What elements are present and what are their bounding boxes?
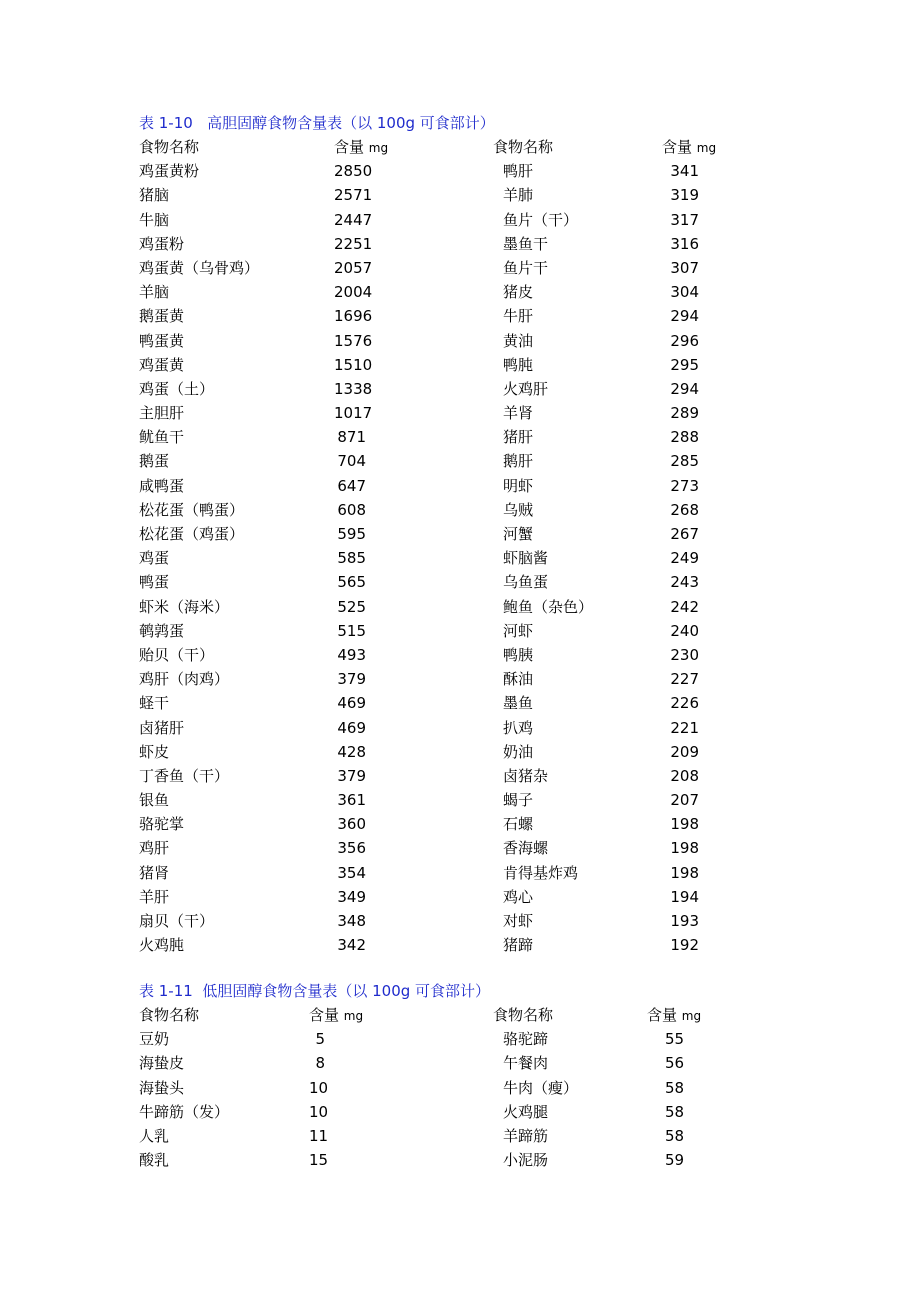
amount-cell: 8 xyxy=(315,1054,325,1073)
table-row xyxy=(139,425,859,449)
food-name-cell: 鸭肝 xyxy=(503,162,534,181)
food-name-cell: 午餐肉 xyxy=(503,1054,549,1073)
table-caption: 表 1-11 低胆固醇食物含量表（以 100g 可食部计） xyxy=(139,982,491,1000)
food-name-cell: 香海螺 xyxy=(503,839,549,858)
food-name-cell: 海蛰头 xyxy=(139,1078,185,1097)
table-row xyxy=(139,1100,859,1124)
food-name-cell: 海蛰皮 xyxy=(139,1054,185,1073)
amount-cell: 295 xyxy=(670,355,699,374)
food-name-cell: 骆驼蹄 xyxy=(503,1030,549,1049)
amount-cell: 319 xyxy=(670,186,699,205)
header-food-name: 食物名称 xyxy=(139,1006,200,1024)
table-row xyxy=(139,522,859,546)
table-row xyxy=(139,377,859,401)
amount-cell: 194 xyxy=(670,887,699,906)
amount-cell: 288 xyxy=(670,428,699,447)
amount-cell: 525 xyxy=(337,597,366,616)
amount-cell: 273 xyxy=(670,476,699,495)
food-name-cell: 蝎子 xyxy=(503,791,534,810)
amount-cell: 221 xyxy=(670,718,699,737)
food-name-cell: 鸭蛋 xyxy=(139,573,170,592)
amount-cell: 294 xyxy=(670,379,699,398)
table-row xyxy=(139,232,859,256)
table-row xyxy=(139,449,859,473)
food-name-cell: 火鸡肫 xyxy=(139,936,185,955)
amount-cell: 209 xyxy=(670,742,699,761)
amount-cell: 243 xyxy=(670,573,699,592)
food-name-cell: 鹅蛋黄 xyxy=(139,307,185,326)
amount-cell: 469 xyxy=(337,718,366,737)
food-name-cell: 鹅蛋 xyxy=(139,452,170,471)
table-row xyxy=(139,812,859,836)
food-name-cell: 卤猪杂 xyxy=(503,766,549,785)
amount-cell: 249 xyxy=(670,549,699,568)
amount-cell: 2251 xyxy=(334,234,373,253)
amount-cell: 198 xyxy=(670,839,699,858)
food-name-cell: 鸡蛋黄粉 xyxy=(139,162,200,181)
table-row xyxy=(139,304,859,328)
food-name-cell: 鱿鱼干 xyxy=(139,428,185,447)
table-row xyxy=(139,643,859,667)
table-row xyxy=(139,1051,859,1075)
food-name-cell: 羊肾 xyxy=(503,404,534,423)
table-row xyxy=(139,1076,859,1100)
food-name-cell: 乌鱼蛋 xyxy=(503,573,549,592)
table-header-row xyxy=(139,135,859,159)
amount-cell: 1338 xyxy=(334,379,373,398)
food-name-cell: 鱼片（干） xyxy=(503,210,579,229)
header-amount: 含量 mg xyxy=(647,1006,702,1024)
amount-cell: 342 xyxy=(337,936,366,955)
amount-cell: 515 xyxy=(337,621,366,640)
table-row xyxy=(139,183,859,207)
food-name-cell: 丁香鱼（干） xyxy=(139,766,230,785)
food-name-cell: 羊蹄筋 xyxy=(503,1126,549,1145)
amount-cell: 296 xyxy=(670,331,699,350)
amount-cell: 15 xyxy=(309,1151,329,1170)
table-row xyxy=(139,885,859,909)
table-row xyxy=(139,1124,859,1148)
amount-cell: 2850 xyxy=(334,162,373,181)
food-name-cell: 墨鱼干 xyxy=(503,234,549,253)
amount-cell: 5 xyxy=(315,1030,325,1049)
amount-cell: 2447 xyxy=(334,210,373,229)
amount-cell: 1510 xyxy=(334,355,373,374)
food-name-cell: 牛肝 xyxy=(503,307,534,326)
amount-cell: 1576 xyxy=(334,331,373,350)
food-name-cell: 牛肉（瘦） xyxy=(503,1078,579,1097)
food-name-cell: 豆奶 xyxy=(139,1030,170,1049)
amount-cell: 1696 xyxy=(334,307,373,326)
header-food-name: 食物名称 xyxy=(493,1006,554,1024)
table-caption: 表 1-10 高胆固醇食物含量表（以 100g 可食部计） xyxy=(139,114,495,132)
food-name-cell: 人乳 xyxy=(139,1126,170,1145)
header-amount: 含量 mg xyxy=(334,138,389,156)
amount-cell: 2004 xyxy=(334,283,373,302)
table-row xyxy=(139,836,859,860)
amount-cell: 348 xyxy=(337,912,366,930)
table-row xyxy=(139,764,859,788)
food-name-cell: 扇贝（干） xyxy=(139,912,215,930)
food-name-cell: 鱼片干 xyxy=(503,258,549,277)
food-name-cell: 火鸡腿 xyxy=(503,1102,549,1121)
food-name-cell: 鸡蛋黄 xyxy=(139,355,185,374)
table-row xyxy=(139,208,859,232)
header-amount: 含量 mg xyxy=(662,138,717,156)
food-name-cell: 松花蛋（鸡蛋） xyxy=(139,525,245,543)
food-name-cell: 酥油 xyxy=(503,670,534,689)
food-name-cell: 虾皮 xyxy=(139,742,170,761)
food-name-cell: 对虾 xyxy=(503,912,534,930)
food-name-cell: 鸭肫 xyxy=(503,355,534,374)
amount-cell: 58 xyxy=(665,1126,685,1145)
food-name-cell: 火鸡肝 xyxy=(503,379,549,398)
amount-cell: 242 xyxy=(670,597,699,616)
amount-cell: 294 xyxy=(670,307,699,326)
amount-cell: 11 xyxy=(309,1126,329,1145)
food-name-cell: 鸡肝（肉鸡） xyxy=(139,670,230,689)
table-row xyxy=(139,933,859,957)
food-name-cell: 咸鸭蛋 xyxy=(139,476,185,495)
food-name-cell: 猪肾 xyxy=(139,863,170,882)
food-name-cell: 鸡蛋黄（乌骨鸡） xyxy=(139,258,260,277)
amount-cell: 10 xyxy=(309,1078,329,1097)
table-row xyxy=(139,353,859,377)
amount-cell: 207 xyxy=(670,791,699,810)
amount-cell: 2571 xyxy=(334,186,373,205)
food-name-cell: 小泥肠 xyxy=(503,1151,549,1170)
food-name-cell: 羊肺 xyxy=(503,186,534,205)
amount-cell: 58 xyxy=(665,1102,685,1121)
food-name-cell: 墨鱼 xyxy=(503,694,534,713)
amount-cell: 585 xyxy=(337,549,366,568)
amount-cell: 2057 xyxy=(334,258,373,277)
amount-cell: 356 xyxy=(337,839,366,858)
food-name-cell: 羊肝 xyxy=(139,887,170,906)
table-row xyxy=(139,909,859,933)
table-row xyxy=(139,256,859,280)
food-name-cell: 猪皮 xyxy=(503,283,534,302)
amount-cell: 379 xyxy=(337,670,366,689)
amount-cell: 289 xyxy=(670,404,699,423)
amount-cell: 341 xyxy=(670,162,699,181)
table-row xyxy=(139,1027,859,1051)
food-name-cell: 虾脑酱 xyxy=(503,549,549,568)
table-row xyxy=(139,570,859,594)
amount-cell: 56 xyxy=(665,1054,685,1073)
food-name-cell: 银鱼 xyxy=(139,791,170,810)
amount-cell: 267 xyxy=(670,525,699,543)
food-name-cell: 鹌鹑蛋 xyxy=(139,621,185,640)
amount-cell: 354 xyxy=(337,863,366,882)
amount-cell: 304 xyxy=(670,283,699,302)
food-name-cell: 松花蛋（鸭蛋） xyxy=(139,500,245,519)
amount-cell: 268 xyxy=(670,500,699,519)
amount-cell: 1017 xyxy=(334,404,373,423)
food-name-cell: 鹅肝 xyxy=(503,452,534,471)
amount-cell: 285 xyxy=(670,452,699,471)
table-row xyxy=(139,595,859,619)
food-name-cell: 酸乳 xyxy=(139,1151,170,1170)
food-name-cell: 卤猪肝 xyxy=(139,718,185,737)
amount-cell: 198 xyxy=(670,863,699,882)
food-name-cell: 河蟹 xyxy=(503,525,534,543)
table-row xyxy=(139,498,859,522)
food-name-cell: 鸡蛋 xyxy=(139,549,170,568)
food-name-cell: 贻贝（干） xyxy=(139,645,215,664)
amount-cell: 360 xyxy=(337,815,366,834)
amount-cell: 192 xyxy=(670,936,699,955)
amount-cell: 227 xyxy=(670,670,699,689)
amount-cell: 871 xyxy=(337,428,366,447)
amount-cell: 595 xyxy=(337,525,366,543)
table-header-row xyxy=(139,1003,859,1027)
high-cholesterol-table xyxy=(139,111,859,957)
amount-cell: 55 xyxy=(665,1030,685,1049)
food-name-cell: 主胆肝 xyxy=(139,404,185,423)
food-name-cell: 鸡肝 xyxy=(139,839,170,858)
amount-cell: 208 xyxy=(670,766,699,785)
amount-cell: 59 xyxy=(665,1151,685,1170)
table-row xyxy=(139,788,859,812)
table-row xyxy=(139,329,859,353)
amount-cell: 493 xyxy=(337,645,366,664)
table-row xyxy=(139,1148,859,1172)
food-name-cell: 鸭蛋黄 xyxy=(139,331,185,350)
food-name-cell: 明虾 xyxy=(503,476,534,495)
header-food-name: 食物名称 xyxy=(139,138,200,156)
food-name-cell: 鲍鱼（杂色） xyxy=(503,597,594,616)
amount-cell: 608 xyxy=(337,500,366,519)
table-row xyxy=(139,861,859,885)
header-food-name: 食物名称 xyxy=(493,138,554,156)
amount-cell: 349 xyxy=(337,887,366,906)
food-name-cell: 牛脑 xyxy=(139,210,170,229)
amount-cell: 565 xyxy=(337,573,366,592)
amount-cell: 704 xyxy=(337,452,366,471)
food-name-cell: 黄油 xyxy=(503,331,534,350)
food-name-cell: 肯得基炸鸡 xyxy=(503,863,579,882)
amount-cell: 307 xyxy=(670,258,699,277)
food-name-cell: 蛏干 xyxy=(139,694,170,713)
amount-cell: 316 xyxy=(670,234,699,253)
food-name-cell: 猪蹄 xyxy=(503,936,534,955)
food-name-cell: 猪肝 xyxy=(503,428,534,447)
table-row xyxy=(139,474,859,498)
amount-cell: 317 xyxy=(670,210,699,229)
header-amount: 含量 mg xyxy=(309,1006,364,1024)
food-name-cell: 扒鸡 xyxy=(503,718,534,737)
amount-cell: 379 xyxy=(337,766,366,785)
table-row xyxy=(139,691,859,715)
amount-cell: 469 xyxy=(337,694,366,713)
amount-cell: 230 xyxy=(670,645,699,664)
table-row xyxy=(139,716,859,740)
food-name-cell: 乌贼 xyxy=(503,500,534,519)
food-name-cell: 鸭胰 xyxy=(503,645,534,664)
amount-cell: 361 xyxy=(337,791,366,810)
food-name-cell: 河虾 xyxy=(503,621,534,640)
food-name-cell: 鸡蛋（土） xyxy=(139,379,215,398)
food-name-cell: 鸡心 xyxy=(503,887,534,906)
amount-cell: 58 xyxy=(665,1078,685,1097)
table-row xyxy=(139,401,859,425)
food-name-cell: 牛蹄筋（发） xyxy=(139,1102,230,1121)
food-name-cell: 猪脑 xyxy=(139,186,170,205)
amount-cell: 10 xyxy=(309,1102,329,1121)
amount-cell: 193 xyxy=(670,912,699,930)
food-name-cell: 羊脑 xyxy=(139,283,170,302)
food-name-cell: 鸡蛋粉 xyxy=(139,234,185,253)
amount-cell: 428 xyxy=(337,742,366,761)
low-cholesterol-table xyxy=(139,979,859,1172)
table-row xyxy=(139,619,859,643)
table-row xyxy=(139,546,859,570)
table-row xyxy=(139,159,859,183)
amount-cell: 240 xyxy=(670,621,699,640)
food-name-cell: 奶油 xyxy=(503,742,534,761)
food-name-cell: 虾米（海米） xyxy=(139,597,230,616)
table-row xyxy=(139,740,859,764)
amount-cell: 647 xyxy=(337,476,366,495)
amount-cell: 226 xyxy=(670,694,699,713)
food-name-cell: 骆驼掌 xyxy=(139,815,185,834)
table-row xyxy=(139,667,859,691)
table-row xyxy=(139,280,859,304)
amount-cell: 198 xyxy=(670,815,699,834)
food-name-cell: 石螺 xyxy=(503,815,534,834)
